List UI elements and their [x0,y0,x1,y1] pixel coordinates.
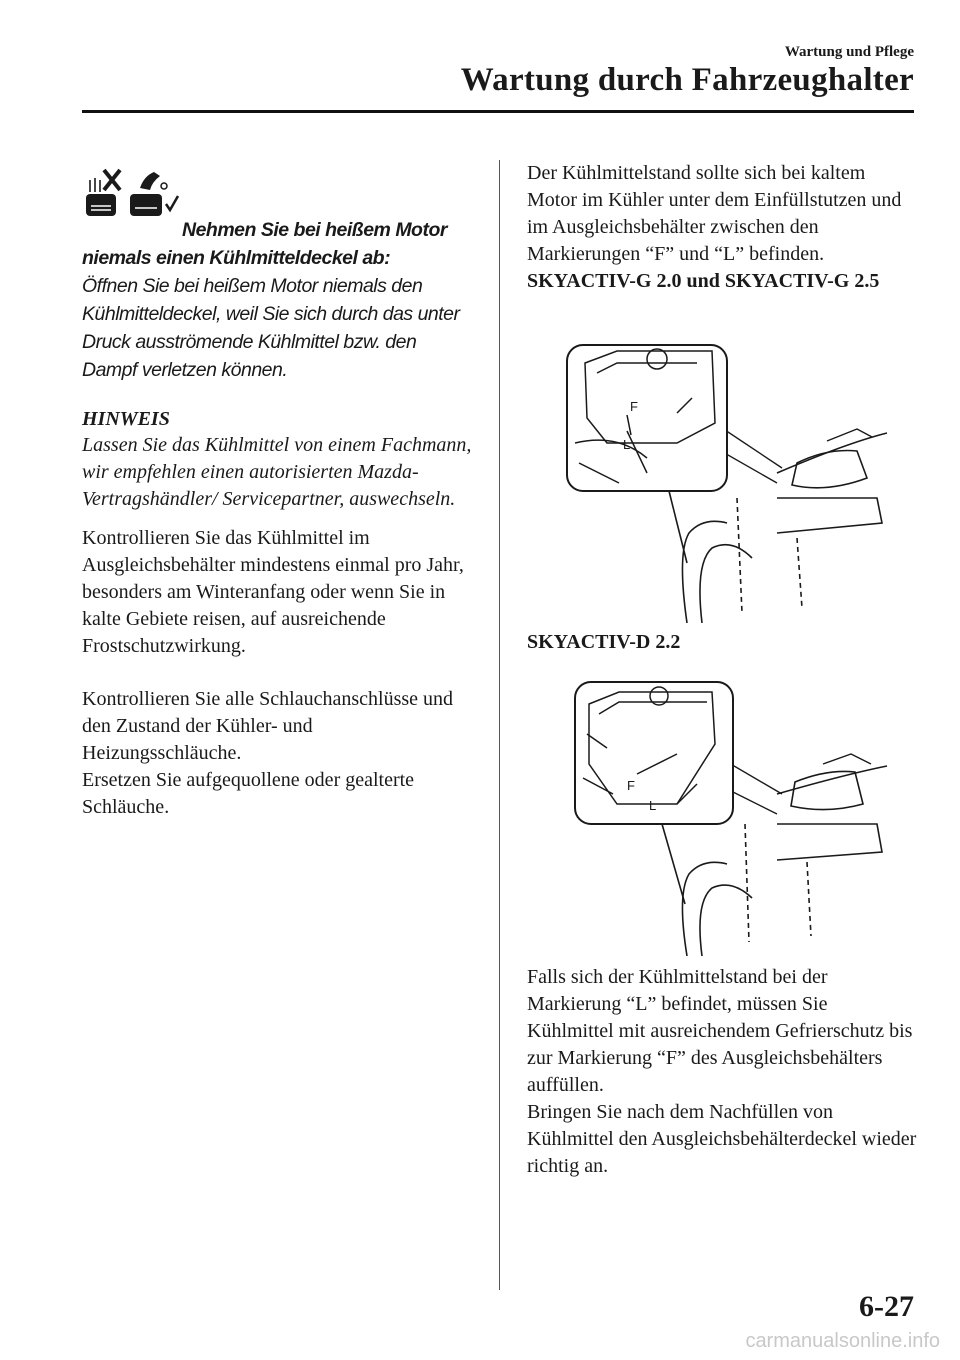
level-mark-full: F [627,778,635,793]
warning-body: Öffnen Sie bei heißem Motor niemals den Kühlmitteldeckel, weil Sie sich durch das unter Druck ausströmende Kühlmittel bzw. den Dampf verletzen können. [82,275,460,381]
paragraph-check-antifreeze: Kontrollieren Sie das Kühlmittel im Ausgleichsbehälter mindestens einmal pro Jahr, besonders am Winteranfang oder wenn Sie in kalte Gebiete reisen, auf ausreichende Frostschutzwirkung. [82,527,464,657]
header-section-label: Wartung und Pflege [784,44,914,60]
paragraph-refill: Falls sich der Kühlmittelstand bei der Markierung “L” befindet, müssen Sie Kühlmittel mit ausreichendem Gefrierschutz bis zur Markierung “F” des Ausgleichsbehälters auffüllen. [527,966,913,1096]
warning-icon-group [82,164,182,224]
paragraph-coolant-level: Der Kühlmittelstand sollte sich bei kaltem Motor im Kühler unter dem Einfüllstutzen und im Ausgleichsbehälter zwischen den Markierungen “F” und “L” befinden. [527,162,902,265]
page-title: Wartung durch Fahrzeughalter [460,62,914,98]
warning-heading-line2: niemals einen Kühlmitteldeckel ab: [82,247,391,269]
level-mark-low: L [649,798,657,813]
warning-heading [82,216,472,272]
heading-skyactiv-g: SKYACTIV-G 2.0 und SKYACTIV-G 2.5 [527,270,880,292]
watermark: carmanualsonline.info [745,1330,940,1352]
figure-reservoir-skyactiv-d [527,674,917,956]
header-rule [82,110,914,113]
figure-reservoir-skyactiv-g [527,323,917,623]
paragraph-check-hoses: Kontrollieren Sie alle Schlauchanschlüsse und den Zustand der Kühler- und Heizungsschläuche. [82,688,454,764]
left-column [82,164,472,821]
warning-heading-line1: Nehmen Sie bei heißem Motor [182,219,447,241]
paragraph-replace-hoses: Ersetzen Sie aufgequollene oder gealterte Schläuche. [82,769,415,818]
note-title: HINWEIS [82,408,170,430]
hot-cap-steam-icon [130,172,178,216]
page-number: 6-27 [859,1290,914,1323]
level-mark-full: F [630,399,638,414]
level-mark-low: L [623,437,631,452]
note-text: Lassen Sie das Kühlmittel von einem Fachmann, wir empfehlen einen autorisierten Mazda-Vertragshändler/ Servicepartner, auswechseln. [82,434,472,510]
paragraph-reinstall-cap: Bringen Sie nach dem Nachfüllen von Kühlmittel den Ausgleichsbehälterdeckel wieder richtig an. [527,1101,917,1177]
heading-skyactiv-d: SKYACTIV-D 2.2 [527,631,681,653]
column-divider [499,160,500,1290]
right-column [527,160,917,1180]
no-open-hot-cap-icon [86,170,120,216]
